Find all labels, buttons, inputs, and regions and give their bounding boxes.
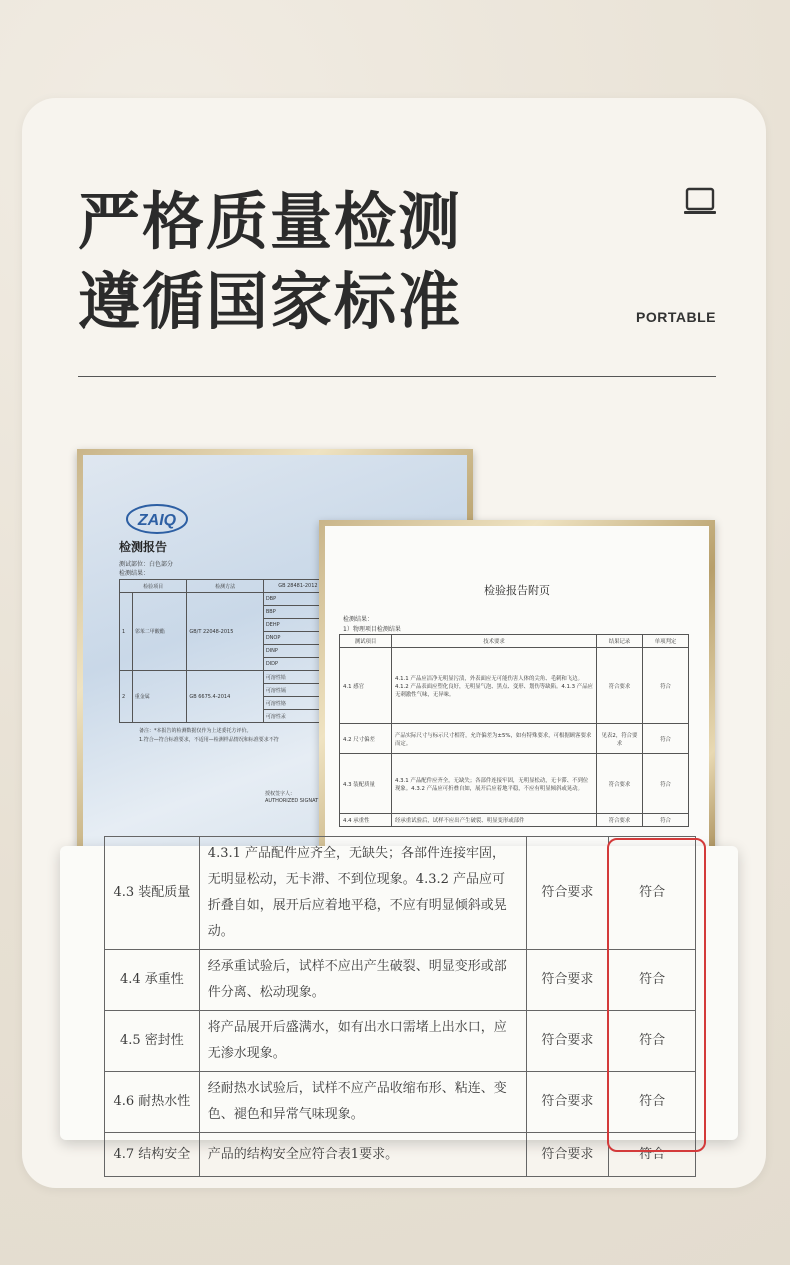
portable-tag: PORTABLE [636,309,716,325]
cert1-item: 邻苯二甲酸酯 [132,593,187,671]
cert2-line-2: 1）物理项目检测结果 [343,626,401,633]
cert2-rec: 符合要求 [597,648,643,724]
cert1-header: GB 28481-2012 [263,580,332,593]
cert1-sub: 可溶性汞 [263,710,332,723]
cert1-sub: 可溶性铬 [263,697,332,710]
cert1-note-1: 备注：*本报告的检测数据仅作为上述委托方评价。 [139,728,252,734]
zoom-item: 4.4 承重性 [105,950,200,1011]
cert1-sub: DIDP [263,658,332,671]
cert1-table [119,579,333,723]
cert1-note-2: 1.符合—符合标准要求，不适用—检测样品情况和标准要求不符 [139,737,279,743]
zoom-item: 4.6 耐热水性 [105,1072,200,1133]
cert2-res: 符合 [643,724,689,754]
cert2-table [339,634,689,827]
cert2-item: 4.4 承重性 [340,814,392,827]
result-highlight-box [607,838,706,1152]
zoom-req: 产品的结构安全应符合表1要求。 [199,1133,526,1177]
zoom-rec: 符合要求 [526,1133,609,1177]
cert1-sub: DEHP [263,619,332,632]
zoom-req: 经耐热水试验后，试样不应产品收缩布形、粘连、变色、褪色和异常气味现象。 [199,1072,526,1133]
cert1-item: 重金属 [132,671,187,723]
zoom-res: 符合 [609,950,696,1011]
cert1-sub: 可溶性镉 [263,684,332,697]
cert1-part: 测试部位：白色部分 [119,561,174,568]
cert2-rec: 见表2，符合要求 [597,724,643,754]
cert2-header: 结果记录 [597,635,643,648]
zoom-rec: 符合要求 [526,950,609,1011]
cert2-title: 检验报告附页 [484,584,550,597]
cert1-signer-en: AUTHORIZED SIGNAT [265,798,319,804]
cert2-req: 4.1.1 产品应洁净无明显污渍，外表面应无可能伤害人体的尖角、毛刺和飞边。4.1.2 产品表面应塑化良好，无明显气泡、黑点、变形、划伤等缺陷。4.1.3 产品应无刺激性气味，无异味。 [392,648,597,724]
logo-text: ZAIQ [137,512,177,529]
cert2-rec: 符合要求 [597,754,643,814]
cert1-sub: DBP [263,593,332,606]
cert2-rec: 符合要求 [597,814,643,827]
zoom-item: 4.5 密封性 [105,1011,200,1072]
zoom-res: 符合 [609,1133,696,1177]
headline [78,182,462,342]
cert2-res: 符合 [643,814,689,827]
divider [78,376,716,377]
zaiq-logo [121,501,193,541]
laptop-icon [683,187,717,217]
cert2-item: 4.2 尺寸偏差 [340,724,392,754]
zoom-res: 符合 [609,1011,696,1072]
zoom-rec: 符合要求 [526,1072,609,1133]
cert1-sub: 可溶性铅 [263,671,332,684]
cert2-header: 测试项目 [340,635,392,648]
cert1-signer: 授权签字人： [265,791,296,797]
cert2-res: 符合 [643,754,689,814]
cert2-item: 4.1 感官 [340,648,392,724]
zoom-res: 符合 [609,1072,696,1133]
cert1-sub: DINP [263,645,332,658]
zoom-res: 符合 [609,837,696,950]
certificate-paper-2 [325,526,709,854]
cert2-header: 单项判定 [643,635,689,648]
cert1-sub: DNOP [263,632,332,645]
zoom-item: 4.3 装配质量 [105,837,200,950]
cert2-line-1: 检测结果： [343,616,374,623]
cert1-method: GB/T 22048-2015 [187,593,264,671]
zoom-req: 4.3.1 产品配件应齐全，无缺失；各部件连接牢固，无明显松动，无卡滞、不到位现象。4.3.2 产品应可折叠自如，展开后应着地平稳，不应有明显倾斜或晃动。 [199,837,526,950]
cert2-req: 4.3.1 产品配件应齐全，无缺失；各部件连接牢固，无明显松动，无卡滞、不到位现象。4.3.2 产品应可折叠自如，展开后应着地平稳，不应有明显倾斜或晃动。 [392,754,597,814]
cert1-method: GB 6675.4-2014 [187,671,264,723]
cert2-item: 4.3 装配质量 [340,754,392,814]
cert1-title: 检测报告 [119,540,168,554]
headline-line-2: 遵循国家标准 [78,265,463,338]
cert1-no: 2 [120,671,133,723]
cert2-req: 经承重试验后，试样不应出产生破裂、明显变形或部件 [392,814,597,827]
zoom-req: 经承重试验后，试样不应出产生破裂、明显变形或部件分离、松动现象。 [199,950,526,1011]
zoom-item: 4.7 结构安全 [105,1133,200,1177]
cert2-req: 产品实际尺寸与标示尺寸相符，允许偏差为±5%，如有特殊要求，可根据顾客要求而定。 [392,724,597,754]
cert2-header: 技术要求 [392,635,597,648]
cert1-header: 检测方法 [187,580,264,593]
cert1-result: 检测结果： [119,570,150,577]
cert1-header: 检验项目 [120,580,187,593]
zoom-rec: 符合要求 [526,837,609,950]
headline-line-1: 严格质量检测 [78,185,463,258]
zoom-req: 将产品展开后盛满水，如有出水口需堵上出水口，应无渗水现象。 [199,1011,526,1072]
zoom-rec: 符合要求 [526,1011,609,1072]
certificate-frame-2 [319,520,715,860]
cert2-res: 符合 [643,648,689,724]
cert1-sub: BBP [263,606,332,619]
cert1-no: 1 [120,593,133,671]
